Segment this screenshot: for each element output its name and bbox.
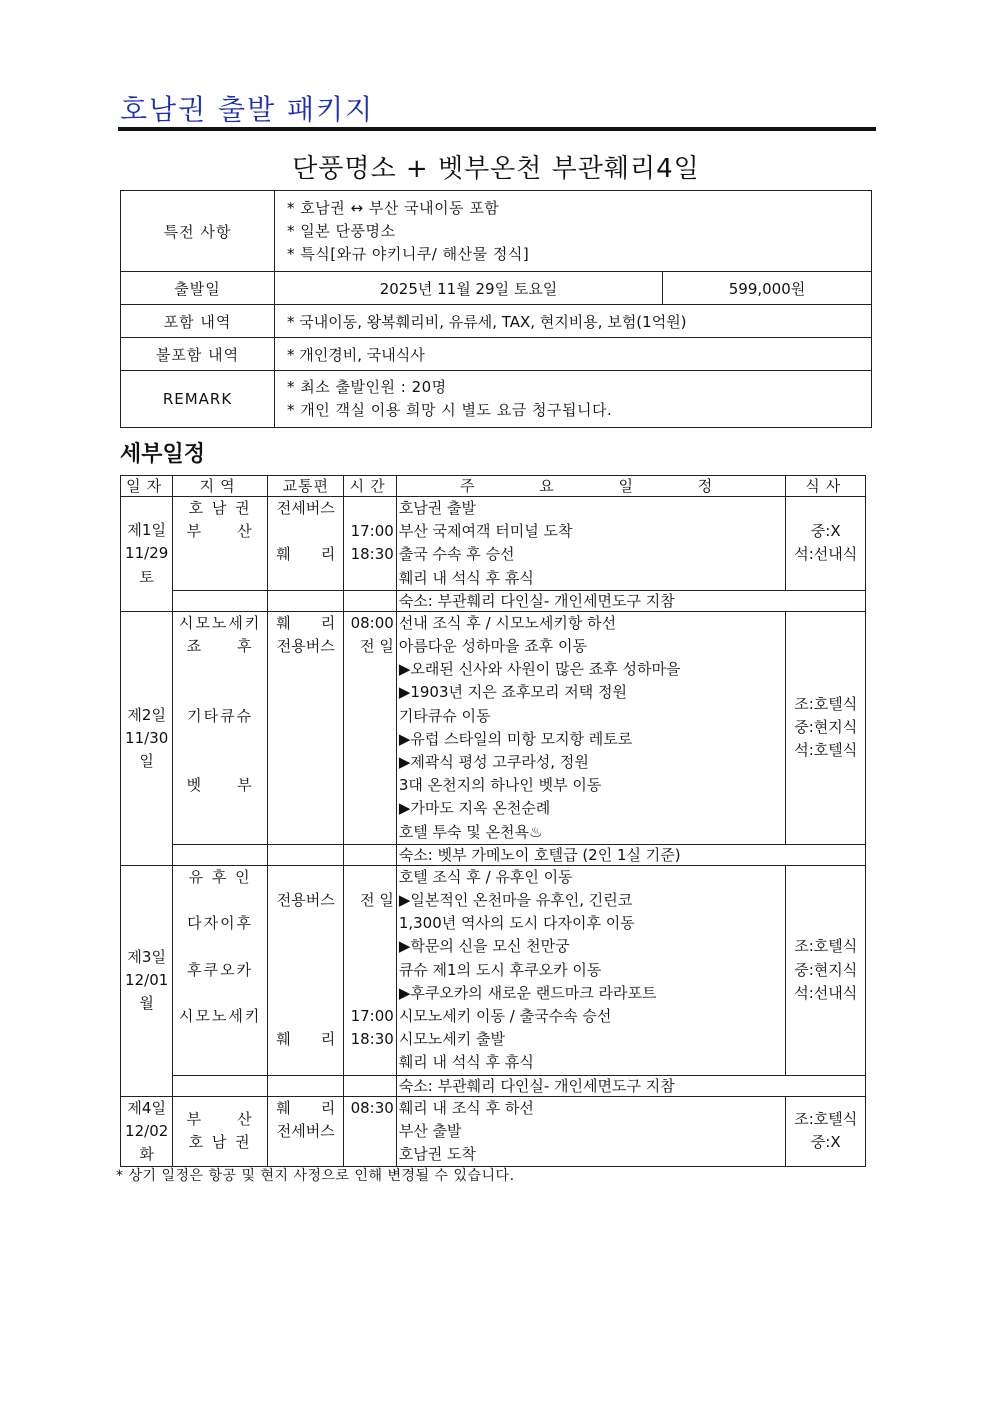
header-date: 일자 xyxy=(121,476,173,497)
transport-cell xyxy=(267,844,344,865)
itinerary-item: 1,300년 역사의 도시 다자이후 이동 xyxy=(398,914,635,933)
special-cell xyxy=(275,191,872,272)
transport-cell xyxy=(267,1096,344,1167)
day-weekday: 일 xyxy=(139,751,154,770)
time: 17:00 xyxy=(350,522,394,541)
itinerary-cell xyxy=(396,497,786,591)
meal: 석:선내식 xyxy=(794,545,858,564)
region: 호 남 권 xyxy=(188,499,252,517)
itinerary-item: 아름다운 성하마을 죠후 이동 xyxy=(398,637,587,656)
transport: 전세버스 xyxy=(276,499,335,517)
schedule-table xyxy=(120,475,866,1167)
region: 기타큐슈 xyxy=(187,706,254,725)
excluded-label: 불포함 내역 xyxy=(121,338,275,371)
itinerary-item: 호남권 출발 xyxy=(398,499,477,517)
meals-cell xyxy=(786,865,866,1075)
day-date: 11/30 xyxy=(125,728,169,747)
itinerary-item: 부산 출발 xyxy=(398,1121,462,1140)
overview-table xyxy=(120,190,872,428)
itinerary-item: 호텔 조식 후 / 유후인 이동 xyxy=(398,867,573,886)
itinerary-item: 호남권 도착 xyxy=(398,1145,477,1164)
schedule-section-title: 세부일정 xyxy=(120,442,206,467)
header-time: 시간 xyxy=(344,476,396,497)
region-cell xyxy=(173,865,268,1075)
itinerary-item: 시모노세키 출발 xyxy=(398,1030,506,1049)
included-value: * 국내이동, 왕복훼리비, 유류세, TAX, 현지비용, 보험(1억원) xyxy=(275,305,872,338)
transport: 훼 리 xyxy=(276,1030,336,1049)
tour-title: 단풍명소 + 벳부온천 부관훼리4일 xyxy=(292,154,700,184)
itinerary-item: ▶학문의 신을 모신 천만궁 xyxy=(398,937,570,956)
meal: 중:현지식 xyxy=(794,718,858,737)
accommodation: 숙소: 벳부 가메노이 호텔급 (2인 1실 기준) xyxy=(396,844,865,865)
package-header-title: 호남권 출발 패키지 xyxy=(120,93,375,126)
meal: 석:호텔식 xyxy=(794,741,858,760)
itinerary-item: ▶일본적인 온천마을 유후인, 긴린코 xyxy=(398,891,633,910)
itinerary-cell xyxy=(396,611,786,844)
time-cell xyxy=(344,590,396,611)
transport-cell xyxy=(267,590,344,611)
meal: 조:호텔식 xyxy=(794,937,858,956)
meals-cell xyxy=(786,497,866,591)
remark-line: * 최소 출발인원 : 20명 xyxy=(287,378,447,396)
transport: 훼 리 xyxy=(276,545,336,564)
day-weekday: 화 xyxy=(139,1145,154,1164)
time-cell xyxy=(344,497,396,591)
day-weekday: 월 xyxy=(139,994,154,1013)
header-divider xyxy=(118,127,876,131)
special-line: * 호남권 ↔ 부산 국내이동 포함 xyxy=(287,198,500,217)
region: 유 후 인 xyxy=(188,867,252,886)
time-cell xyxy=(344,1096,396,1167)
region: 부 산 xyxy=(186,1110,254,1129)
day-weekday: 토 xyxy=(139,567,154,586)
included-label: 포함 내역 xyxy=(121,305,275,338)
itinerary-item: 부산 국제여객 터미널 도착 xyxy=(398,522,573,541)
region-cell xyxy=(173,1096,268,1167)
special-line: * 특식[와규 야키니쿠/ 해산물 정식] xyxy=(287,244,530,263)
day-cell xyxy=(121,497,173,612)
itinerary-item: 기타큐슈 이동 xyxy=(398,706,491,725)
transport-cell xyxy=(267,611,344,844)
transport: 훼 리 xyxy=(276,1098,336,1117)
departure-label: 출발일 xyxy=(121,272,275,305)
itinerary-cell xyxy=(396,1096,786,1167)
time: 18:30 xyxy=(350,1030,394,1049)
itinerary-cell xyxy=(396,865,786,1075)
itinerary-item: 큐슈 제1의 도시 후쿠오카 이동 xyxy=(398,960,602,979)
day-cell xyxy=(121,1096,173,1167)
day-number: 제1일 xyxy=(127,521,166,540)
time-cell xyxy=(344,844,396,865)
meal: 석:선내식 xyxy=(794,983,858,1002)
region-cell xyxy=(173,611,268,844)
transport: 전용버스 xyxy=(276,637,335,656)
remark-label: REMARK xyxy=(121,371,275,428)
time: 전 일 xyxy=(360,891,394,910)
header-itinerary: 주 요 일 정 xyxy=(396,476,786,497)
itinerary-item: 3대 온천지의 하나인 벳부 이동 xyxy=(398,776,602,795)
region: 호 남 권 xyxy=(188,1133,252,1152)
transport-cell xyxy=(267,865,344,1075)
region: 다자이후 xyxy=(187,914,254,933)
itinerary-item: 훼리 내 석식 후 휴식 xyxy=(398,568,534,587)
accommodation: 숙소: 부관훼리 다인실- 개인세면도구 지참 xyxy=(396,1075,865,1096)
itinerary-item: 출국 수속 후 승선 xyxy=(398,545,515,564)
header-region: 지역 xyxy=(173,476,268,497)
excluded-value: * 개인경비, 국내식사 xyxy=(275,338,872,371)
time-cell xyxy=(344,1075,396,1096)
region: 벳 부 xyxy=(186,776,254,795)
transport: 전용버스 xyxy=(276,891,335,910)
special-label: 특전 사항 xyxy=(121,191,275,272)
meals-cell xyxy=(786,1096,866,1167)
itinerary-item: ▶오래된 신사와 사원이 많은 죠후 성하마을 xyxy=(398,660,681,679)
meal: 조:호텔식 xyxy=(794,695,858,714)
time: 전 일 xyxy=(360,637,394,656)
day-cell xyxy=(121,611,173,865)
region: 시모노세키 xyxy=(178,1007,262,1026)
day-number: 제2일 xyxy=(127,705,166,724)
day-number: 제4일 xyxy=(127,1098,166,1117)
day-cell xyxy=(121,865,173,1096)
transport-cell xyxy=(267,497,344,591)
time-cell xyxy=(344,865,396,1075)
header-meals: 식사 xyxy=(786,476,866,497)
region-cell xyxy=(173,844,268,865)
departure-date: 2025년 11월 29일 토요일 xyxy=(275,272,663,305)
time: 08:00 xyxy=(350,613,394,632)
time: 08:30 xyxy=(350,1098,394,1117)
schedule-footnote: * 상기 일정은 항공 및 현지 사정으로 인해 변경될 수 있습니다. xyxy=(116,1168,515,1184)
day-date: 12/01 xyxy=(125,971,169,990)
remark-cell xyxy=(275,371,872,428)
price: 599,000원 xyxy=(663,272,872,305)
meal: 중:현지식 xyxy=(794,960,858,979)
remark-line: * 개인 객실 이용 희망 시 별도 요금 청구됩니다. xyxy=(287,401,613,419)
time-cell xyxy=(344,611,396,844)
transport: 전세버스 xyxy=(276,1121,335,1140)
time: 18:30 xyxy=(350,545,394,564)
itinerary-item: ▶유럽 스타일의 미항 모지항 레토로 xyxy=(398,729,633,748)
itinerary-item: ▶1903년 지은 죠후모리 저택 정원 xyxy=(398,683,627,702)
accommodation: 숙소: 부관훼리 다인실- 개인세면도구 지참 xyxy=(396,590,865,611)
transport: 훼 리 xyxy=(276,613,336,632)
region-cell xyxy=(173,590,268,611)
header-transport: 교통편 xyxy=(267,476,344,497)
meal: 중:X xyxy=(810,522,841,541)
itinerary-item: 훼리 내 석식 후 휴식 xyxy=(398,1053,534,1072)
region: 부 산 xyxy=(186,522,254,541)
region: 후쿠오카 xyxy=(187,960,254,979)
region-cell xyxy=(173,497,268,591)
itinerary-item: 호텔 투숙 및 온천욕♨ xyxy=(398,822,543,841)
region: 죠 후 xyxy=(186,637,254,656)
day-date: 12/02 xyxy=(125,1121,169,1140)
time: 17:00 xyxy=(350,1006,394,1025)
itinerary-item: 선내 조식 후 / 시모노세키항 하선 xyxy=(398,613,617,632)
day-date: 11/29 xyxy=(125,544,169,563)
itinerary-item: ▶제곽식 평성 고쿠라성, 정원 xyxy=(398,753,589,772)
itinerary-item: 시모노세키 이동 / 출국수속 승선 xyxy=(398,1007,612,1026)
day-number: 제3일 xyxy=(127,947,166,966)
transport-cell xyxy=(267,1075,344,1096)
meal: 중:X xyxy=(810,1133,841,1152)
region-cell xyxy=(173,1075,268,1096)
itinerary-item: 훼리 내 조식 후 하선 xyxy=(398,1098,534,1117)
meal: 조:호텔식 xyxy=(794,1110,858,1129)
special-line: * 일본 단풍명소 xyxy=(287,221,396,240)
region: 시모노세키 xyxy=(178,613,262,632)
itinerary-item: ▶가마도 지옥 온천순례 xyxy=(398,799,551,818)
meals-cell xyxy=(786,611,866,844)
itinerary-item: ▶후쿠오카의 새로운 랜드마크 라라포트 xyxy=(398,983,657,1002)
